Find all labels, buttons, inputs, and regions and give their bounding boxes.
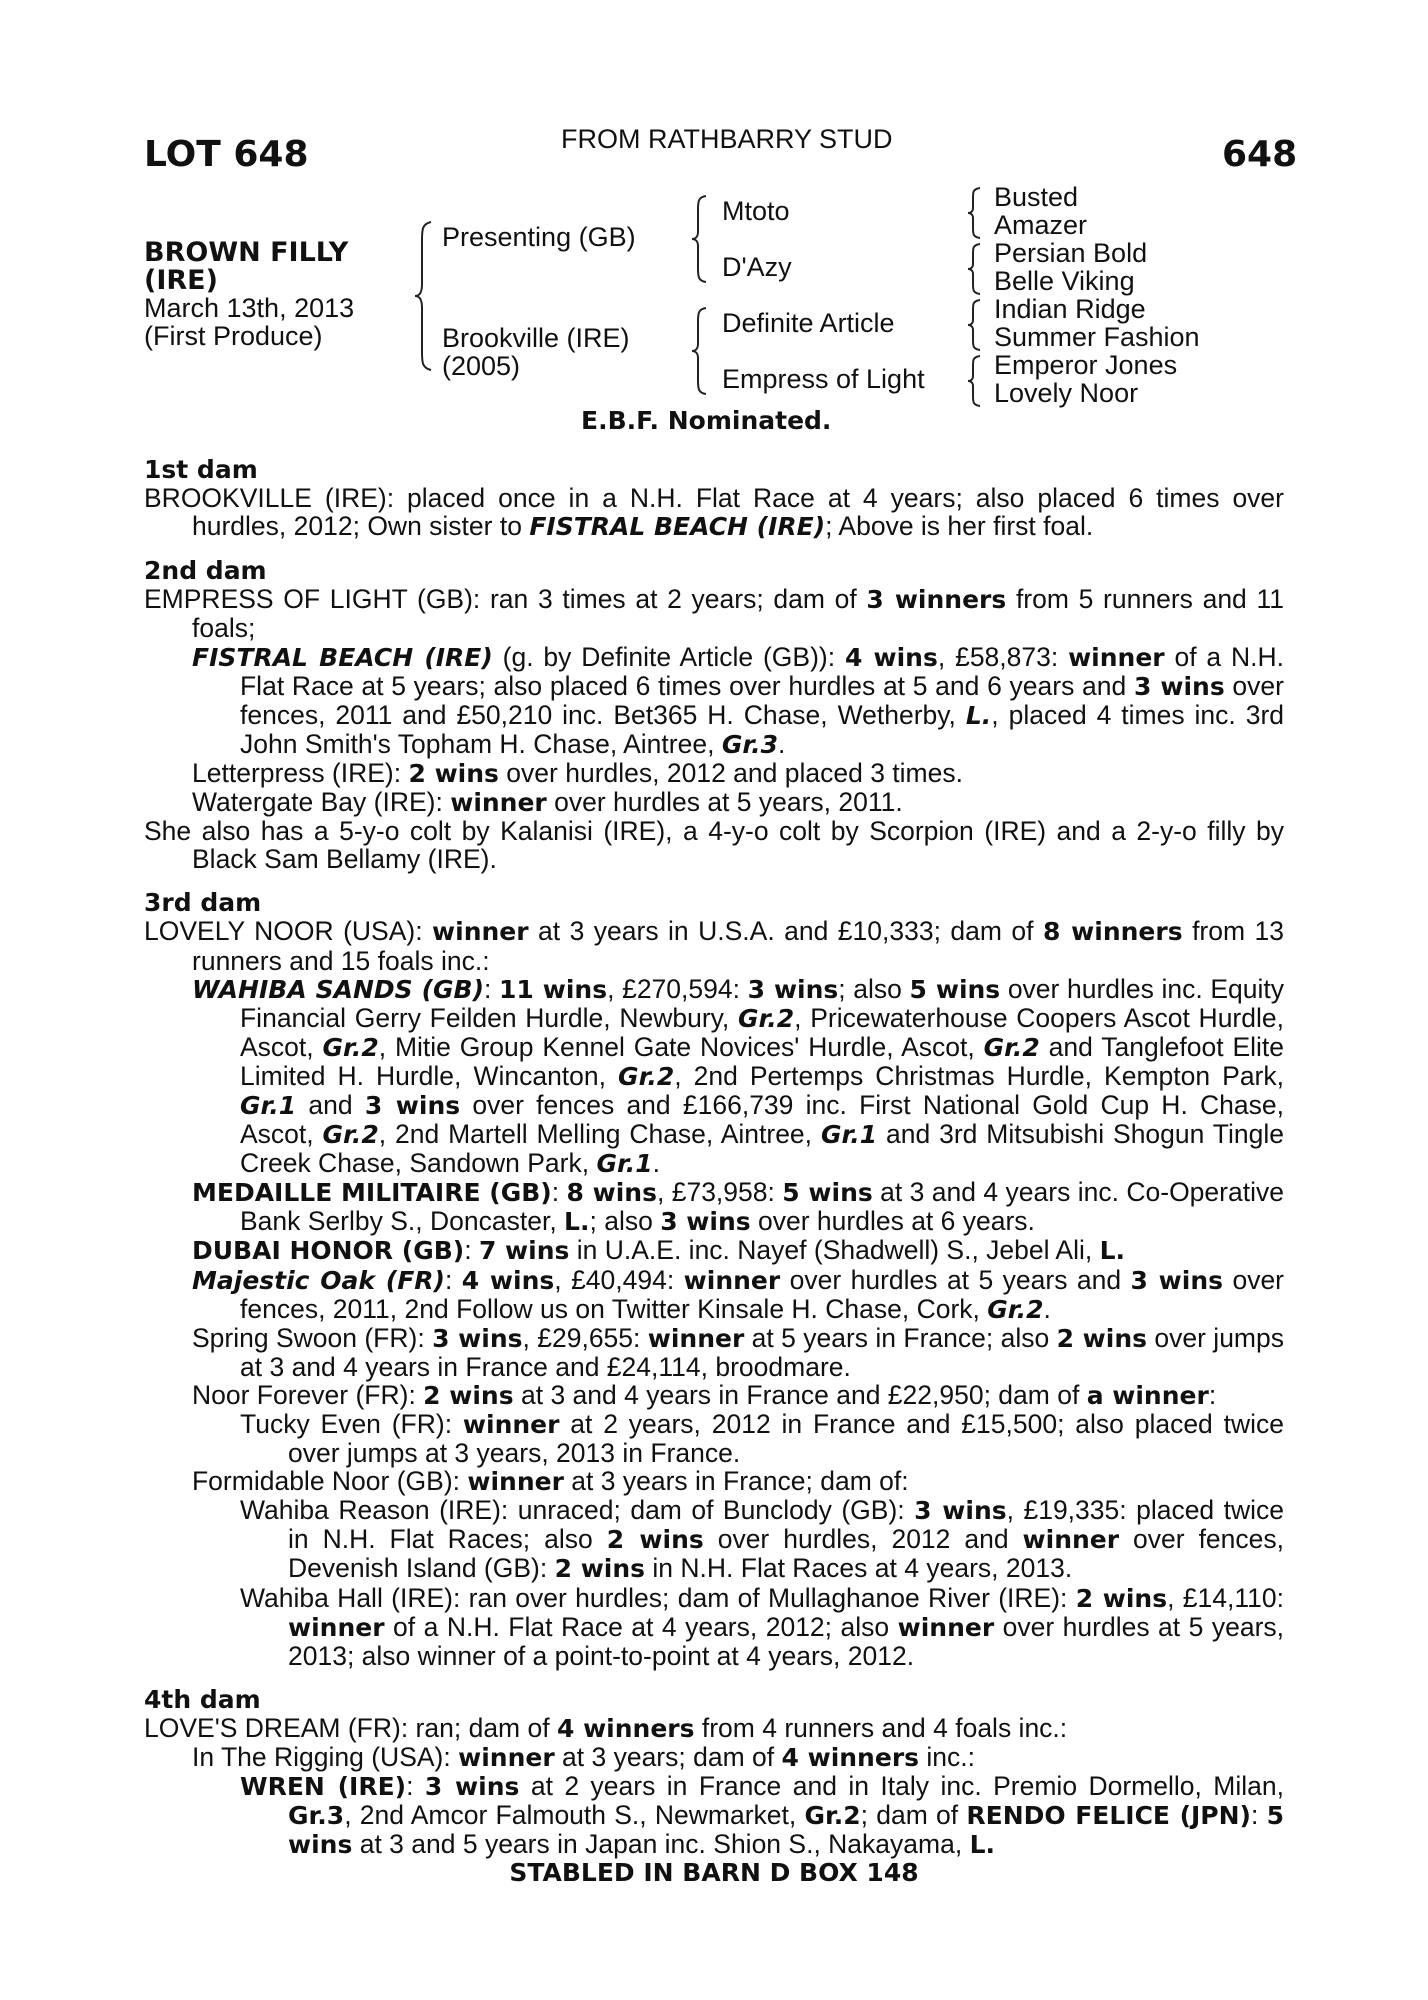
progeny-dubai-honor: DUBAI HONOR (GB): 7 wins in U.A.E. inc. Nayef (Shadwell) S., Jebel Ali, L.	[192, 1235, 1126, 1266]
dam-brace	[690, 306, 710, 396]
progeny-wahiba-sands: WAHIBA SANDS (GB): 11 wins, £270,594: 3 wins; also 5 wins over hurdles inc. Equity Financial Gerry Feilden Hurdle, Newbury, Gr.2, Pricewaterhouse Coopers Ascot Hurdle, Ascot, Gr.2, Mitie Group Kennel Gate Novices' Hurdle, Ascot, Gr.2 and Tanglefoot Elite Limited H. Hurdle, Wincanton, Gr.2, 2nd Pertemps Christmas Hurdle, Kempton Park, Gr.1 and 3 wins over fences and £166,739 inc. First National Gold Cup H. Chase, Ascot, Gr.2, 2nd Martell Melling Chase, Aintree, Gr.1 and 3rd Mitsubishi Shogun Tingle Creek Chase, Sandown Park, Gr.1.	[192, 973, 1285, 1179]
stabling-info: STABLED IN BARN D BOX 148	[509, 1858, 919, 1888]
progeny-noor-forever: Noor Forever (FR): 2 wins at 3 and 4 years in France and £22,950; dam of a winner:	[192, 1379, 1217, 1410]
sire-dam: D'Azy	[722, 252, 792, 282]
pedigree-brace	[413, 220, 439, 372]
section-heading-2nd-dam: 2nd dam	[144, 556, 267, 586]
dam-name: Brookville (IRE)	[442, 323, 630, 353]
paragraph-3rd-dam: LOVELY NOOR (USA): winner at 3 years in U.S.A. and £10,333; dam of 8 winners from 13 runners and 15 foals inc.:	[144, 916, 1284, 976]
brace-sd	[966, 242, 984, 296]
paragraph-2nd-dam: EMPRESS OF LIGHT (GB): ran 3 times at 2 years; dam of 3 winners from 5 runners and 11 foals;	[144, 584, 1284, 644]
sire-name: Presenting (GB)	[442, 222, 636, 252]
progeny-medaille-militaire: MEDAILLE MILITAIRE (GB): 8 wins, £73,958: 5 wins at 3 and 4 years inc. Co-Operative Bank Serlby S., Doncaster, L.; also 3 wins over hurdles at 6 years.	[192, 1177, 1284, 1237]
catalogue-body	[144, 456, 1284, 1888]
horse-country: (IRE)	[144, 265, 218, 296]
produce-note: (First Produce)	[144, 321, 323, 351]
progeny-tucky-even: Tucky Even (FR): winner at 2 years, 2012 in France and £15,500; also placed twice over jumps at 3 years, 2013 in France.	[240, 1409, 1284, 1469]
dam-sire-dam: Summer Fashion	[994, 322, 1200, 352]
progeny-letterpress: Letterpress (IRE): 2 wins over hurdles, 2012 and placed 3 times.	[192, 757, 963, 788]
lot-number: 648	[1222, 134, 1298, 175]
paragraph-4th-dam: LOVE'S DREAM (FR): ran; dam of 4 winners from 4 runners and 4 foals inc.:	[144, 1712, 1068, 1743]
progeny-watergate-bay: Watergate Bay (IRE): winner over hurdles at 5 years, 2011.	[192, 787, 903, 818]
dam-year: (2005)	[442, 351, 521, 381]
brace-ss	[966, 186, 984, 240]
section-heading-3rd-dam: 3rd dam	[144, 888, 262, 918]
brace-ds	[966, 298, 984, 352]
sire-dam-sire: Persian Bold	[994, 238, 1148, 268]
dam-dam-dam: Lovely Noor	[994, 378, 1139, 408]
sire-brace	[690, 194, 710, 284]
consignor: FROM RATHBARRY STUD	[561, 124, 893, 154]
brace-dd	[966, 354, 984, 408]
section-heading-4th-dam: 4th dam	[144, 1684, 261, 1714]
progeny-wahiba-hall: Wahiba Hall (IRE): ran over hurdles; dam of Mullaghanoe River (IRE): 2 wins, £14,110: winner of a N.H. Flat Race at 4 years, 2012; also winner over hurdles at 5 years, 2013; also winner of a point-to-point at 4 years, 2012.	[240, 1582, 1285, 1671]
sire-dam-dam: Belle Viking	[994, 266, 1135, 296]
lot-label: LOT 648	[144, 134, 309, 175]
dam-sire: Definite Article	[722, 308, 895, 338]
sire-sire: Mtoto	[722, 196, 790, 226]
sire-sire-sire: Busted	[994, 182, 1079, 212]
paragraph-2nd-dam-extra: She also has a 5-y-o colt by Kalanisi (IRE), a 4-y-o colt by Scorpion (IRE) and a 2-y-o filly by Black Sam Bellamy (IRE).	[144, 816, 1284, 875]
paragraph-1st-dam: BROOKVILLE (IRE): placed once in a N.H. Flat Race at 4 years; also placed 6 times over hurdles, 2012; Own sister to FISTRAL BEACH (IRE); Above is her first foal.	[144, 483, 1284, 542]
foaling-date: March 13th, 2013	[144, 293, 355, 323]
progeny-wahiba-reason: Wahiba Reason (IRE): unraced; dam of Bunclody (GB): 3 wins, £19,335: placed twice in N.H. Flat Races; also 2 wins over hurdles, 2012 and winner over fences, Devenish Island (GB): 2 wins in N.H. Flat Races at 4 years, 2013.	[240, 1495, 1285, 1584]
progeny-formidable-noor: Formidable Noor (GB): winner at 3 years in France; dam of:	[192, 1466, 909, 1497]
dam-dam-sire: Emperor Jones	[994, 350, 1178, 380]
progeny-wren: WREN (IRE): 3 wins at 2 years in France and in Italy inc. Premio Dormello, Milan, Gr.3, 2nd Amcor Falmouth S., Newmarket, Gr.2; dam of RENDO FELICE (JPN): 5 wins at 3 and 5 years in Japan inc. Shion S., Nakayama, L.	[240, 1771, 1284, 1860]
dam-dam: Empress of Light	[722, 364, 925, 394]
section-heading-1st-dam: 1st dam	[144, 455, 258, 484]
progeny-spring-swoon: Spring Swoon (FR): 3 wins, £29,655: winner at 5 years in France; also 2 wins over jumps at 3 and 4 years in France and £24,114, broodmare.	[192, 1322, 1284, 1382]
horse-title: BROWN FILLY	[144, 237, 349, 268]
progeny-in-the-rigging: In The Rigging (USA): winner at 3 years; dam of 4 winners inc.:	[192, 1742, 975, 1773]
progeny-majestic-oak: Majestic Oak (FR): 4 wins, £40,494: winner over hurdles at 5 years and 3 wins over fences, 2011, 2nd Follow us on Twitter Kinsale H. Chase, Cork, Gr.2.	[192, 1264, 1285, 1324]
sire-sire-dam: Amazer	[994, 210, 1088, 240]
ebf-nomination: E.B.F. Nominated.	[581, 406, 832, 435]
dam-sire-sire: Indian Ridge	[994, 294, 1146, 324]
progeny-fistral-beach: FISTRAL BEACH (IRE) (g. by Definite Article (GB)): 4 wins, £58,873: winner of a N.H. Flat Race at 5 years; also placed 6 times over hurdles at 5 and 6 years and 3 wins over fences, 2011 and £50,210 inc. Bet365 H. Chase, Wetherby, L., placed 4 times inc. 3rd John Smith's Topham H. Chase, Aintree, Gr.3.	[192, 641, 1285, 759]
